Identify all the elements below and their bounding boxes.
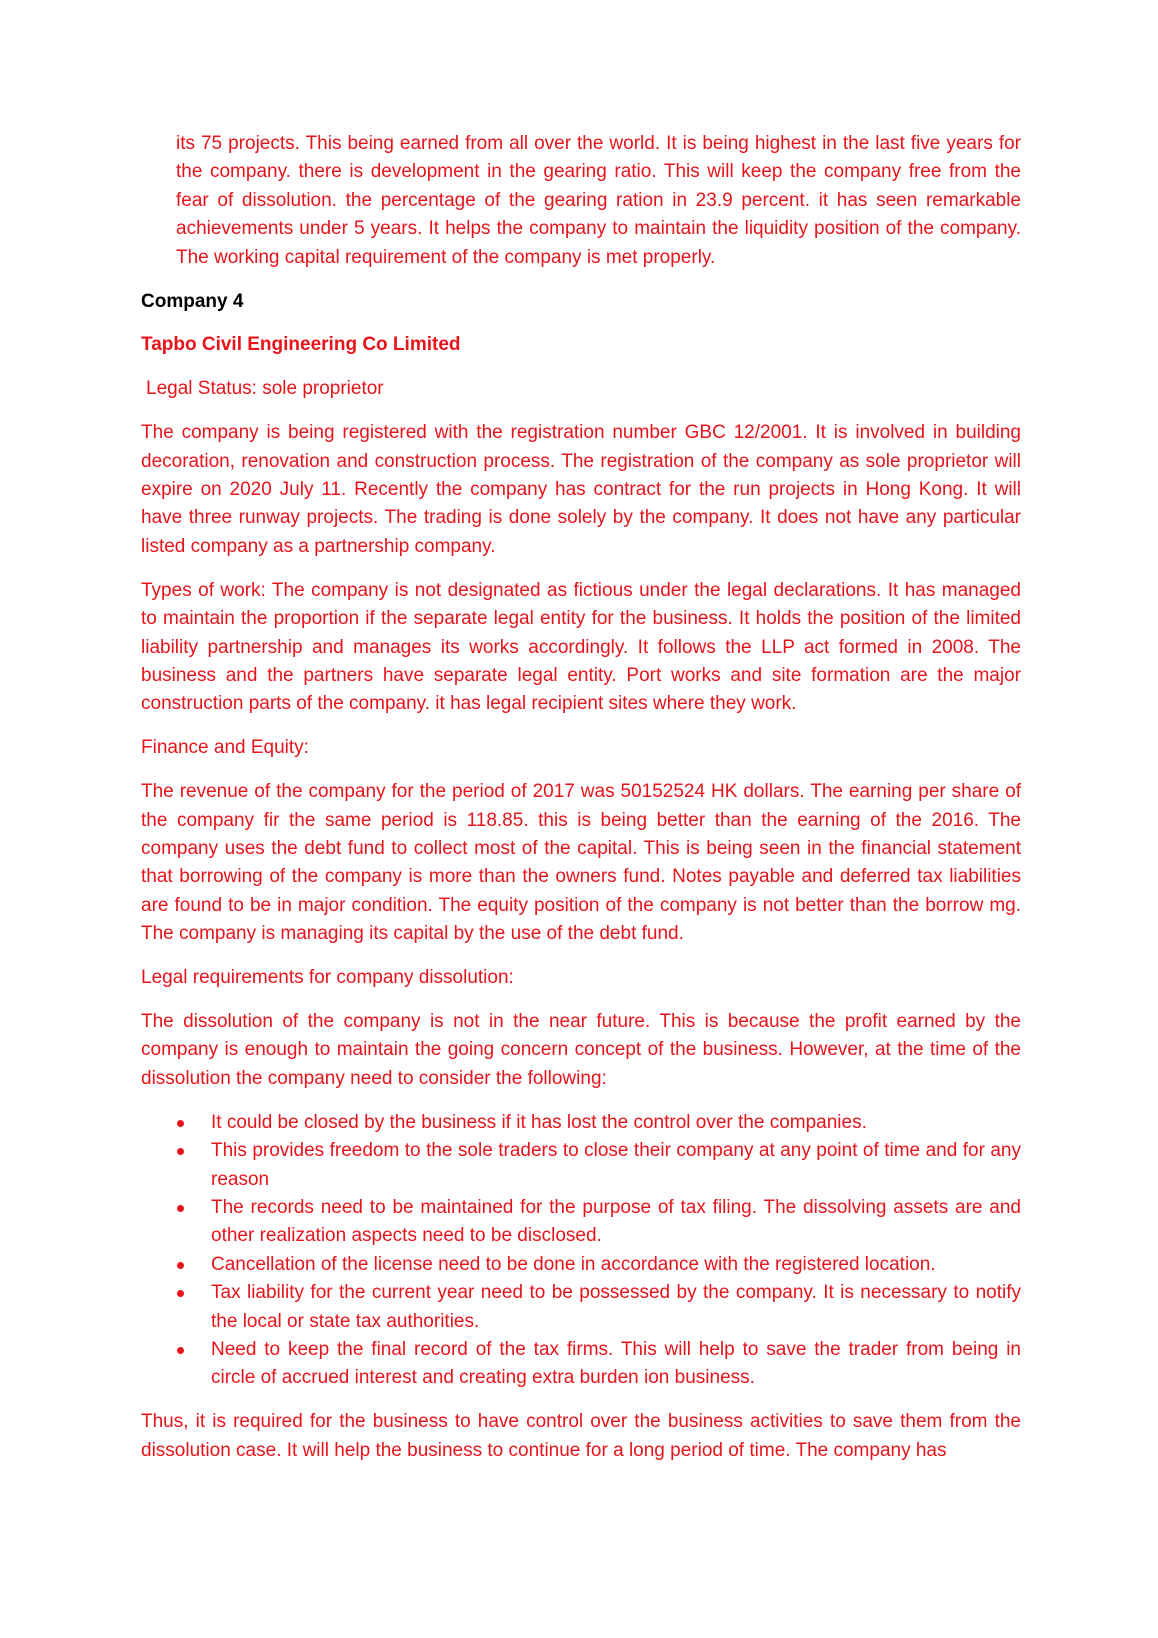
- document-page: [141, 130, 1021, 1481]
- company-label: Company 4: [141, 290, 244, 312]
- bullet-item: [141, 1194, 1021, 1251]
- bullet-item: [141, 1279, 1021, 1336]
- bullet-text: The records need to be maintained for the purpose of tax filing. The dissolving assets are and other realization aspects need to be disclosed.: [211, 1197, 1021, 1247]
- dissolution-paragraph: The dissolution of the company is not in the near future. This is because the profit earned by the company is enough to maintain the going concern concept of the business. However, at the time of the dissolution the company need to consider the following:: [141, 1011, 1021, 1089]
- bullet-dot-icon: [177, 1262, 184, 1269]
- bullet-dot-icon: [177, 1120, 184, 1127]
- intro-paragraph: its 75 projects. This being earned from all over the world. It is being highest in the last five years for the company. there is development in the gearing ratio. This will keep the company free from the fear of dissolution. the percentage of the gearing ration in 23.9 percent. it has seen remarkable achievements under 5 years. It helps the company to maintain the liquidity position of the company. The working capital requirement of the company is met properly.: [176, 133, 1021, 268]
- bullet-item: [141, 1251, 1021, 1279]
- registration-paragraph: The company is being registered with the registration number GBC 12/2001. It is involved in building decoration, renovation and construction process. The registration of the company as sole proprietor will expire on 2020 July 11. Recently the company has contract for the run projects in Hong Kong. It will have three runway projects. The trading is done solely by the company. It does not have any particular listed company as a partnership company.: [141, 422, 1021, 557]
- conclusion-paragraph: Thus, it is required for the business to have control over the business activities to save them from the dissolution case. It will help the business to continue for a long period of time. The company has: [141, 1411, 1021, 1461]
- bullet-item: [141, 1109, 1021, 1137]
- bullet-item: [141, 1336, 1021, 1393]
- bullet-text: It could be closed by the business if it has lost the control over the companies.: [211, 1111, 867, 1133]
- dissolution-bullet-list: [141, 1109, 1021, 1393]
- finance-heading: Finance and Equity:: [141, 737, 309, 759]
- bullet-text: Tax liability for the current year need to be possessed by the company. It is necessary to notify the local or state tax authorities.: [211, 1282, 1021, 1332]
- bullet-dot-icon: [177, 1148, 184, 1155]
- bullet-dot-icon: [177, 1205, 184, 1212]
- bullet-text: Cancellation of the license need to be done in accordance with the registered location.: [211, 1253, 936, 1275]
- finance-paragraph: The revenue of the company for the period of 2017 was 50152524 HK dollars. The earning per share of the company fir the same period is 118.85. this is being better than the earning of the 2016. The company uses the debt fund to collect most of the capital. This is being seen in the financial statement that borrowing of the company is more than the owners fund. Notes payable and deferred tax liabilities are found to be in major condition. The equity position of the company is not better than the borrow mg. The company is managing its capital by the use of the debt fund.: [141, 781, 1021, 945]
- bullet-dot-icon: [177, 1347, 184, 1354]
- bullet-dot-icon: [177, 1290, 184, 1297]
- bullet-item: [141, 1137, 1021, 1194]
- company-name: Tapbo Civil Engineering Co Limited: [141, 334, 461, 356]
- bullet-text: This provides freedom to the sole traders to close their company at any point of time and for any reason: [211, 1140, 1021, 1190]
- dissolution-heading: Legal requirements for company dissolution:: [141, 967, 514, 989]
- legal-status: Legal Status: sole proprietor: [146, 378, 384, 400]
- types-of-work-paragraph: Types of work: The company is not designated as fictious under the legal declarations. It has managed to maintain the proportion if the separate legal entity for the business. It holds the position of the limited liability partnership and manages its works accordingly. It follows the LLP act formed in 2008. The business and the partners have separate legal entity. Port works and site formation are the major construction parts of the company. it has legal recipient sites where they work.: [141, 579, 1021, 715]
- bullet-text: Need to keep the final record of the tax firms. This will help to save the trader from being in circle of accrued interest and creating extra burden ion business.: [211, 1339, 1021, 1389]
